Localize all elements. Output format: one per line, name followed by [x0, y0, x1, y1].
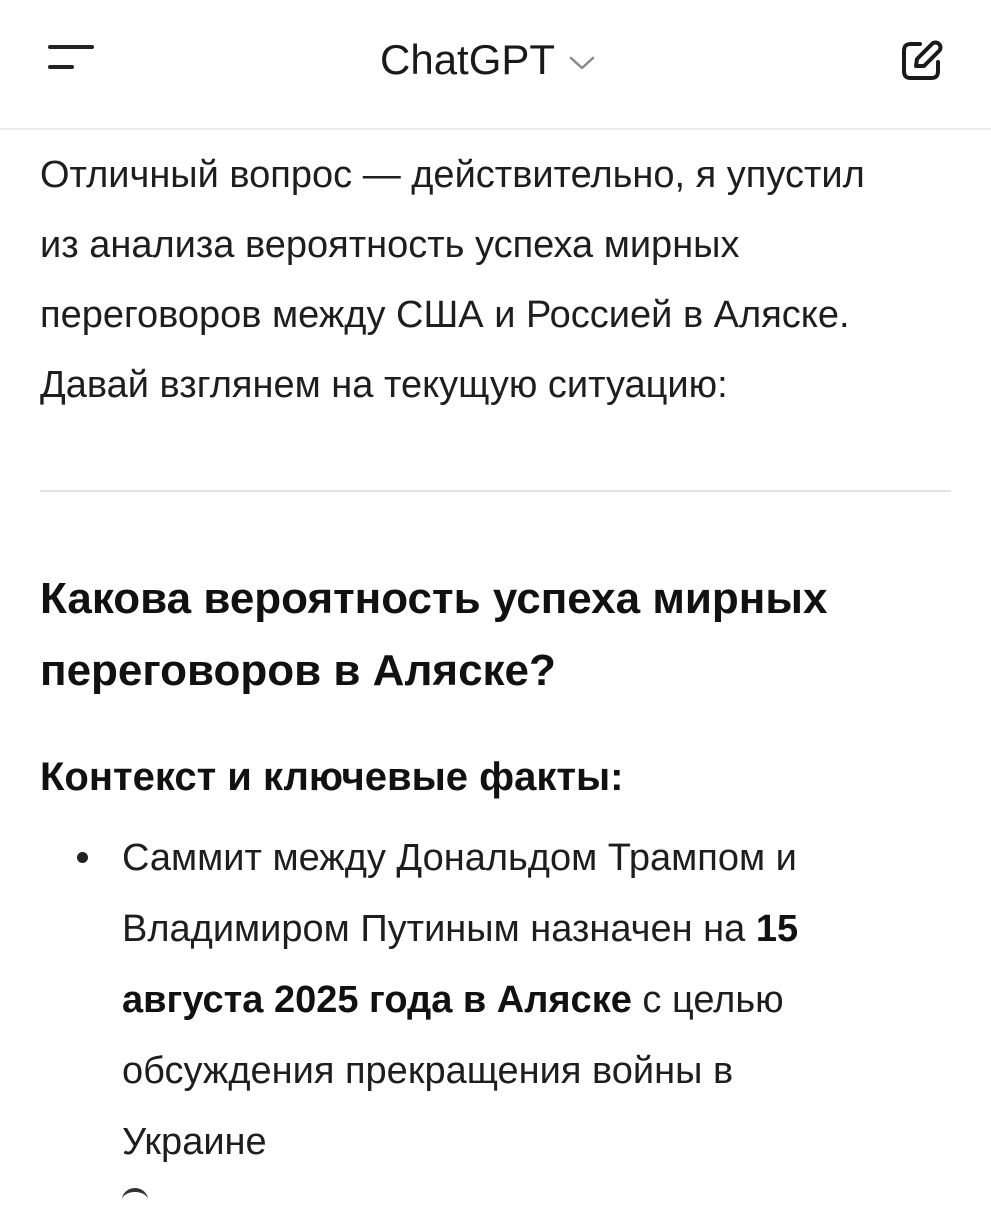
intro-line: Отличный вопрос — действительно, я упустил [40, 154, 865, 196]
heading-line: Какова вероятность успеха мирных [40, 574, 828, 623]
subsection-heading: Контекст и ключевые факты: [40, 755, 624, 799]
next-line-peek [122, 1188, 148, 1212]
bullet-bold-text: 15 [755, 908, 799, 950]
chevron-down-icon [569, 55, 595, 71]
bullet-line: Украине [122, 1121, 267, 1163]
intro-line: Давай взглянем на текущую ситуацию: [40, 364, 728, 406]
menu-icon-line [48, 65, 74, 69]
app-title: ChatGPT [380, 36, 556, 83]
edit-icon [896, 36, 946, 86]
list-item [122, 823, 902, 1178]
new-chat-button[interactable] [896, 36, 946, 86]
bullet-dot [77, 852, 88, 863]
bullet-line: Саммит между Дональдом Трампом и [122, 837, 797, 879]
intro-line: из анализа вероятность успеха мирных [40, 224, 740, 266]
intro-paragraph [40, 140, 952, 420]
assistant-message [40, 140, 952, 420]
heading-line: переговоров в Аляске? [40, 646, 556, 695]
bullet-line: с целью [631, 979, 784, 1021]
bullet-bold-text: августа 2025 года в Аляске [122, 979, 632, 1021]
section-heading [40, 563, 940, 707]
horizontal-divider [40, 490, 951, 492]
top-bar [0, 0, 991, 130]
model-selector[interactable] [380, 30, 595, 90]
menu-icon [48, 45, 94, 49]
intro-line: переговоров между США и Россией в Аляске. [40, 294, 850, 336]
bullet-line: обсуждения прекращения войны в [122, 1050, 734, 1092]
bullet-line: Владимиром Путиным назначен на [122, 908, 756, 950]
menu-button[interactable] [40, 38, 100, 82]
